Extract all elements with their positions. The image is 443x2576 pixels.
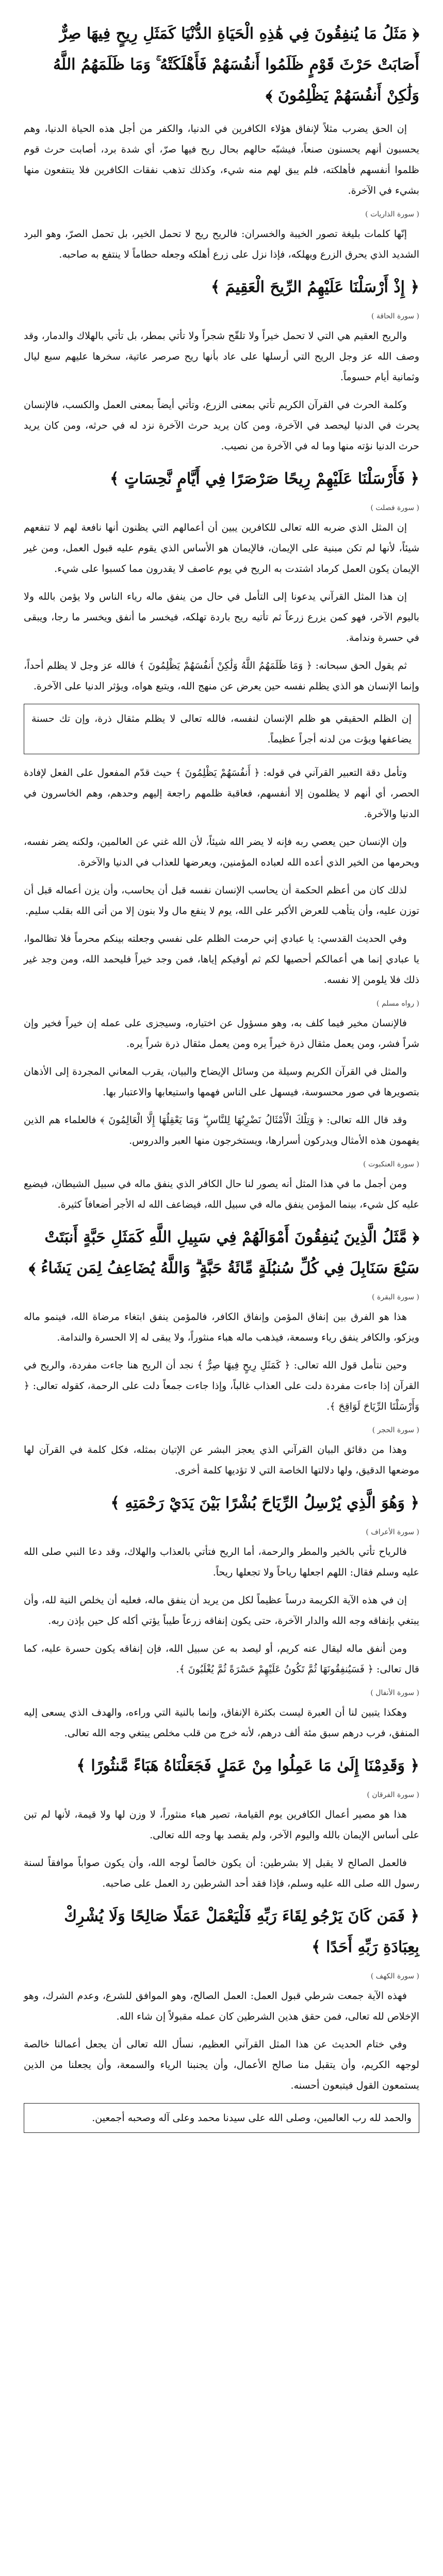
- quran-verse: ﴿ إِذْ أَرْسَلْنَا عَلَيْهِمُ الرِّيحَ الْعَقِيمَ ﴾: [210, 278, 419, 296]
- paragraph: والمثل في القرآن الكريم وسيلة من وسائل الإيضاح والبيان، يقرب المعاني المجردة إلى الأذهان بتصويرها في صور محسوسة، فيسهل على الناس فهمها واستيعابها والاعتبار بها.: [24, 1066, 419, 1098]
- verse-reference: ( سورة الأنفال ): [370, 1689, 419, 1697]
- paragraph: إن الحق يضرب مثلاً لإنفاق هؤلاء الكافرين في الدنيا، والكفر من أجل هذه الحياة الدنيا، وهم يحسبون أنهم يحسنون صنعاً، فيشبّه حالهم بحال ريح فيها صرّ، أي شدة برد، أصابت حرث قوم ظلموا أنفسهم فأهلكته، فلم يبق لهم منه شيء، وكذلك تذهب نفقات الكافرين فلا ينتفعون منها بشيء في الآخرة.: [24, 123, 419, 196]
- paragraph: ثم يقول الحق سبحانه: ﴿ وَمَا ظَلَمَهُمُ اللَّهُ وَلَٰكِنْ أَنفُسَهُمْ يَظْلِمُونَ ﴾ فالله عز وجل لا يظلم أحداً، وإنما الإنسان هو الذي يظلم نفسه حين يعرض عن منهج الله، ويتبع هواه، ويؤثر الدنيا على الآخرة.: [24, 660, 419, 692]
- paragraph: إن في هذه الآية الكريمة درساً عظيماً لكل من يريد أن ينفق ماله، فعليه أن يخلص النية لله، وأن يبتغي بإنفاقه وجه الله والدار الآخرة، حتى يكون إنفاقه زرعاً طيباً يؤتي أكله كل حين بإذن ربه.: [24, 1595, 419, 1626]
- paragraph: ومن أنفق ماله ليقال عنه كريم، أو ليصد به عن سبيل الله، فإن إنفاقه يكون حسرة عليه، كما قال تعالى: ﴿ فَسَيُنفِقُونَهَا ثُمَّ تَكُونُ عَلَيْهِمْ حَسْرَةً ثُمَّ يُغْلَبُونَ ﴾.: [24, 1643, 419, 1675]
- paragraph: فالرياح تأتي بالخير والمطر والرحمة، أما الريح فتأتي بالعذاب والهلاك، وقد دعا النبي صلى الله عليه وسلم فقال: اللهم اجعلها رياحاً ولا تجعلها ريحاً.: [24, 1546, 419, 1578]
- boxed-note: والحمد لله رب العالمين، وصلى الله على سيدنا محمد وعلى آله وصحبه أجمعين.: [24, 2103, 419, 2133]
- paragraph: وقد قال الله تعالى: ﴿ وَتِلْكَ الْأَمْثَالُ نَضْرِبُهَا لِلنَّاسِ ۖ وَمَا يَعْقِلُهَا إِلَّا الْعَالِمُونَ ﴾ فالعلماء هم الذين يفهمون هذه الأمثال ويدركون أسرارها، ويستخرجون منها العبر والدروس.: [24, 1114, 419, 1146]
- paragraph: فالعمل الصالح لا يقبل إلا بشرطين: أن يكون خالصاً لوجه الله، وأن يكون صواباً موافقاً لسنة رسول الله صلى الله عليه وسلم، فإذا فقد أحد الشرطين رد العمل على صاحبه.: [24, 1857, 419, 1889]
- verse-reference: ( رواه مسلم ): [376, 999, 419, 1008]
- quran-verse: ﴿ مَثَلُ مَا يُنفِقُونَ فِي هَٰذِهِ الْحَيَاةِ الدُّنْيَا كَمَثَلِ رِيحٍ فِيهَا صِرٌّ أَصَابَتْ حَرْثَ قَوْمٍ ظَلَمُوا أَنفُسَهُمْ فَأَهْلَكَتْهُ ۚ وَمَا ظَلَمَهُمُ اللَّهُ وَلَٰكِنْ أَنفُسَهُمْ يَظْلِمُونَ ﴾: [53, 25, 419, 105]
- verse-reference: ( سورة الكهف ): [370, 1972, 419, 1980]
- boxed-note: إن الظلم الحقيقي هو ظلم الإنسان لنفسه، فالله تعالى لا يظلم مثقال ذرة، وإن تك حسنة يضاعفها ويؤت من لدنه أجراً عظيماً.: [24, 704, 419, 754]
- quran-verse: ﴿ مَّثَلُ الَّذِينَ يُنفِقُونَ أَمْوَالَهُمْ فِي سَبِيلِ اللَّهِ كَمَثَلِ حَبَّةٍ أَنبَتَتْ سَبْعَ سَنَابِلَ فِي كُلِّ سُنبُلَةٍ مِّائَةُ حَبَّةٍ ۗ وَاللَّهُ يُضَاعِفُ لِمَن يَشَاءُ ﴾: [28, 1228, 419, 1277]
- paragraph: وهذا من دقائق البيان القرآني الذي يعجز البشر عن الإتيان بمثله، فكل كلمة في القرآن لها موضعها الدقيق، ولها دلالتها الخاصة التي لا تؤديها كلمة أخرى.: [24, 1444, 419, 1476]
- quran-verse: ﴿ وَهُوَ الَّذِي يُرْسِلُ الرِّيَاحَ بُشْرًا بَيْنَ يَدَيْ رَحْمَتِهِ ﴾: [110, 1494, 419, 1512]
- verse-reference: ( سورة العنكبوت ): [363, 1160, 419, 1168]
- quran-verse: ﴿ وَقَدِمْنَا إِلَىٰ مَا عَمِلُوا مِنْ عَمَلٍ فَجَعَلْنَاهُ هَبَاءً مَّنثُورًا ﴾: [76, 1757, 419, 1775]
- paragraph: فالإنسان مخير فيما كلف به، وهو مسؤول عن اختياره، وسيجزى على عمله إن خيراً فخير وإن شراً فشر، ومن يعمل مثقال ذرة خيراً يره ومن يعمل مثقال ذرة شراً يره.: [24, 1018, 419, 1049]
- paragraph: إن هذا المثل القرآني يدعونا إلى التأمل في حال من ينفق ماله رياء الناس ولا يؤمن بالله ولا باليوم الآخر، فهو كمن يزرع زرعاً ثم تأتيه ريح باردة تهلكه، فيخسر ما أنفق ويخسر ما رجا، ويبقى في حسرة وندامة.: [24, 591, 419, 643]
- document-body: [24, 19, 419, 2133]
- paragraph: وفي ختام الحديث عن هذا المثل القرآني العظيم، نسأل الله تعالى أن يجعل أعمالنا خالصة لوجهه الكريم، وأن يتقبل منا صالح الأعمال، وأن يجنبنا الرياء والسمعة، وأن يجعلنا من الذين يستمعون القول فيتبعون أحسنه.: [24, 2039, 419, 2091]
- quran-verse: ﴿ فَأَرْسَلْنَا عَلَيْهِمْ رِيحًا صَرْصَرًا فِي أَيَّامٍ نَّحِسَاتٍ ﴾: [110, 470, 419, 488]
- verse-reference: ( سورة فصلت ): [370, 504, 419, 512]
- verse-reference: ( سورة الفرقان ): [367, 1791, 419, 1799]
- paragraph: لذلك كان من أعظم الحكمة أن يحاسب الإنسان نفسه قبل أن يحاسب، وأن يزن أعماله قبل أن توزن عليه، وأن يتأهب للعرض الأكبر على الله، يوم لا ينفع مال ولا بنون إلا من أتى الله بقلب سليم.: [24, 885, 419, 917]
- paragraph: هذا هو مصير أعمال الكافرين يوم القيامة، تصير هباء منثوراً، لا وزن لها ولا قيمة، لأنها لم تبن على أساس الإيمان بالله واليوم الآخر، ولم يقصد بها وجه الله تعالى.: [24, 1809, 419, 1841]
- paragraph: وحين نتأمل قول الله تعالى: ﴿ كَمَثَلِ رِيحٍ فِيهَا صِرٌّ ﴾ نجد أن الريح هنا جاءت مفردة، والريح في القرآن إذا جاءت مفردة دلت على العذاب غالباً، وإذا جاءت جمعاً دلت على الرحمة، كقوله تعالى: ﴿ وَأَرْسَلْنَا الرِّيَاحَ لَوَاقِحَ ﴾.: [24, 1360, 419, 1412]
- paragraph: وكلمة الحرث في القرآن الكريم تأتي بمعنى الزرع، وتأتي أيضاً بمعنى العمل والكسب، فالإنسان يحرث في الدنيا ليحصد في الآخرة، ومن كان يريد حرث الآخرة نزد له في حرثه، ومن كان يريد حرث الدنيا نؤته منها وما له في الآخرة من نصيب.: [24, 399, 419, 452]
- paragraph: والريح العقيم هي التي لا تحمل خيراً ولا تلقّح شجراً ولا تأتي بمطر، بل تأتي بالهلاك والدمار، وقد وصف الله عز وجل الريح التي أرسلها على عاد بأنها ريح صرصر عاتية، سخرها عليهم سبع ليال وثمانية أيام حسوماً.: [24, 330, 419, 383]
- paragraph: وفي الحديث القدسي: يا عبادي إني حرمت الظلم على نفسي وجعلته بينكم محرماً فلا تظالموا، يا عبادي إنما هي أعمالكم أحصيها لكم ثم أوفيكم إياها، فمن وجد خيراً فليحمد الله، ومن وجد غير ذلك فلا يلومن إلا نفسه.: [24, 933, 419, 986]
- paragraph: وتأمل دقة التعبير القرآني في قوله: ﴿ أَنفُسَهُمْ يَظْلِمُونَ ﴾ حيث قدّم المفعول على الفعل لإفادة الحصر، أي أنهم لا يظلمون إلا أنفسهم، فعاقبة ظلمهم راجعة إليهم وحدهم، وهم الخاسرون في الدنيا والآخرة.: [24, 767, 419, 820]
- verse-reference: ( سورة الحاقة ): [371, 312, 419, 320]
- verse-reference: ( سورة الحجر ): [372, 1426, 419, 1434]
- paragraph: وهكذا يتبين لنا أن العبرة ليست بكثرة الإنفاق، وإنما بالنية التي وراءه، والهدف الذي يسعى إليه المنفق، فرب درهم سبق مئة ألف درهم، لأنه خرج من قلب مخلص يبتغي وجه الله تعالى.: [24, 1707, 419, 1739]
- paragraph: إن المثل الذي ضربه الله تعالى للكافرين يبين أن أعمالهم التي يظنون أنها نافعة لهم لا تنفعهم شيئاً، لأنها لم تكن مبنية على الإيمان، فالإيمان هو الأساس الذي يقوم عليه قبول العمل، ومن غير الإيمان يكون العمل كرماد اشتدت به الريح في يوم عاصف لا يقدرون مما كسبوا على شيء.: [24, 522, 419, 574]
- verse-reference: ( سورة البقرة ): [372, 1293, 419, 1301]
- paragraph: ومن أجمل ما في هذا المثل أنه يصور لنا حال الكافر الذي ينفق ماله في سبيل الشيطان، فيضيع عليه كل شيء، بينما المؤمن ينفق ماله في سبيل الله، فيضاعف الله له الأجر أضعافاً كثيرة.: [24, 1178, 419, 1210]
- paragraph: وإن الإنسان حين يعصي ربه فإنه لا يضر الله شيئاً، لأن الله غني عن العالمين، ولكنه يضر نفسه، ويحرمها من الخير الذي أعده الله لعباده المؤمنين، ويعرضها للعذاب في الدنيا والآخرة.: [24, 836, 419, 868]
- verse-reference: ( سورة الأعراف ): [366, 1528, 419, 1536]
- quran-verse: ﴿ فَمَن كَانَ يَرْجُو لِقَاءَ رَبِّهِ فَلْيَعْمَلْ عَمَلًا صَالِحًا وَلَا يُشْرِكْ بِعِبَادَةِ رَبِّهِ أَحَدًا ﴾: [64, 1907, 419, 1956]
- verse-reference: ( سورة الذاريات ): [365, 210, 419, 218]
- paragraph: فهذه الآية جمعت شرطي قبول العمل: العمل الصالح، وهو الموافق للشرع، وعدم الشرك، وهو الإخلاص لله تعالى، فمن حقق هذين الشرطين كان عمله مقبولاً إن شاء الله.: [24, 1990, 419, 2022]
- paragraph: هذا هو الفرق بين إنفاق المؤمن وإنفاق الكافر، فالمؤمن ينفق ابتغاء مرضاة الله، فينمو ماله ويزكو، والكافر ينفق رياء وسمعة، فيذهب ماله هباء منثوراً، ولا يبقى له إلا الحسرة والندامة.: [24, 1311, 419, 1343]
- paragraph: إنّها كلمات بليغة تصور الخيبة والخسران: فالريح ريح لا تحمل الخير، بل تحمل الصرّ، وهو البرد الشديد الذي يحرق الزرع ويهلكه، فإذا نزل على زرع أهلكه وجعله حطاماً لا ينتفع به صاحبه.: [24, 228, 419, 260]
